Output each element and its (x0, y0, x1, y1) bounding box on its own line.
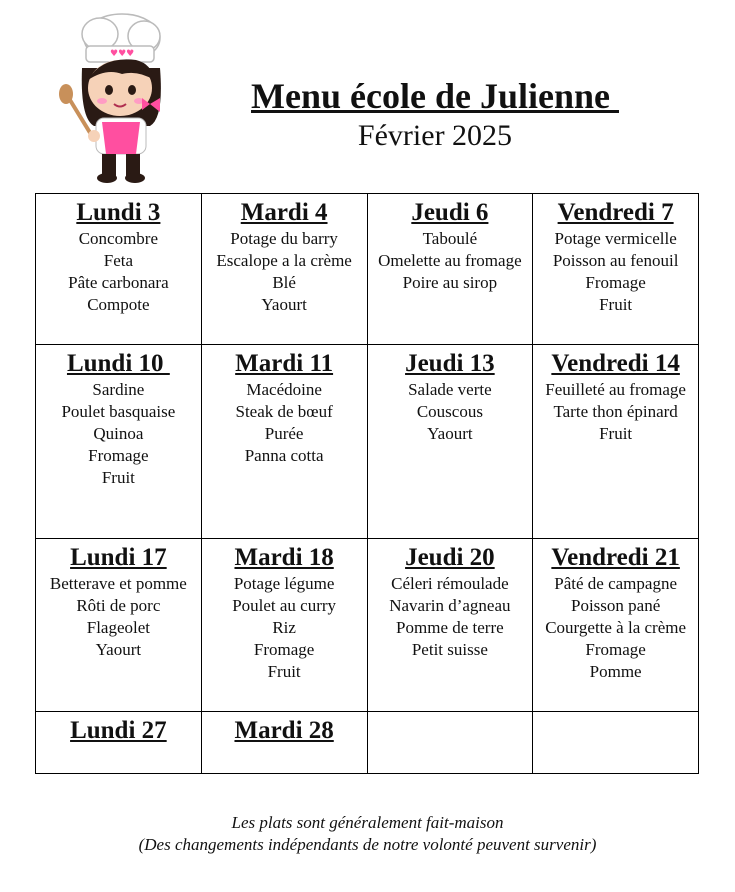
dish-item: Pomme de terre (396, 618, 504, 637)
day-cell (36, 712, 202, 774)
day-heading: Lundi 17 (70, 544, 167, 571)
day-cell (201, 345, 367, 539)
day-cell (533, 539, 699, 712)
day-cell (36, 345, 202, 539)
day-heading: Lundi 10 (66, 350, 170, 377)
week-row (36, 194, 699, 345)
dish-item: Céleri rémoulade (391, 574, 509, 593)
dish-item: Poulet basquaise (61, 402, 176, 421)
dish-item: Potage vermicelle (554, 229, 677, 248)
dish-item: Feuilleté au fromage (545, 380, 686, 399)
dish-item: Couscous (416, 402, 483, 421)
day-cell (36, 539, 202, 712)
chef-girl-icon (52, 8, 162, 184)
dish-item: Poire au sirop (402, 273, 498, 292)
dish-item: Fruit (599, 295, 633, 314)
menu-table (35, 193, 699, 774)
day-cell (201, 194, 367, 345)
page-subtitle: Février 2025 (357, 119, 513, 152)
day-cell (201, 539, 367, 712)
dish-item: Navarin d’agneau (389, 596, 511, 615)
day-cell (367, 539, 533, 712)
dish-item: Sardine (92, 380, 145, 399)
dish-item: Petit suisse (411, 640, 488, 659)
dish-item: Pomme (589, 662, 642, 681)
dish-item: Fromage (88, 446, 149, 465)
dish-item: Macédoine (246, 380, 322, 399)
dish-item: Yaourt (261, 295, 307, 314)
dish-item: Riz (272, 618, 296, 637)
day-heading: Mardi 4 (240, 199, 328, 226)
footer-line-2: (Des changements indépendants de notre volonté peuvent survenir) (138, 835, 597, 854)
dish-item: Panna cotta (244, 446, 324, 465)
dish-item: Feta (103, 251, 134, 270)
day-cell (533, 194, 699, 345)
dish-item: Yaourt (95, 640, 142, 659)
dish-item: Courgette à la crème (545, 618, 687, 637)
dish-item: Betterave et pomme (49, 574, 187, 593)
day-heading: Mardi 11 (235, 350, 334, 377)
day-heading: Vendredi 7 (557, 199, 674, 226)
dish-item: Poisson pané (571, 596, 661, 615)
day-cell (367, 194, 533, 345)
dish-item: Potage du barry (230, 229, 338, 248)
footer-line-1: Les plats sont généralement fait-maison (231, 813, 504, 832)
day-cell (36, 194, 202, 345)
dish-item: Purée (264, 424, 304, 443)
day-cell (367, 345, 533, 539)
day-cell (201, 712, 367, 774)
day-heading: Jeudi 6 (411, 199, 489, 226)
dish-item: Pâté de campagne (554, 574, 677, 593)
dish-item: Fruit (267, 662, 301, 681)
dish-item: Poulet au curry (232, 596, 337, 615)
day-heading: Mardi 28 (234, 717, 334, 744)
day-cell (533, 712, 699, 774)
dish-item: Quinoa (93, 424, 144, 443)
dish-item: Yaourt (427, 424, 473, 443)
dish-item: Blé (272, 273, 296, 292)
page-title: Menu école de Julienne (251, 76, 619, 116)
day-heading: Lundi 27 (70, 717, 167, 744)
day-heading: Vendredi 14 (551, 350, 680, 377)
footer-note (0, 812, 735, 856)
day-heading: Lundi 3 (76, 199, 161, 226)
week-row (36, 712, 699, 774)
dish-item: Fromage (253, 640, 315, 659)
dish-item: Flageolet (86, 618, 150, 637)
week-row (36, 539, 699, 712)
dish-item: Poisson au fenouil (552, 251, 679, 270)
dish-item: Potage légume (233, 574, 335, 593)
day-heading: Jeudi 20 (405, 544, 495, 571)
dish-item: Fromage (585, 273, 646, 292)
dish-item: Salade verte (408, 380, 492, 399)
week-row (36, 345, 699, 539)
dish-item: Concombre (78, 229, 159, 248)
dish-item: Tarte thon épinard (553, 402, 678, 421)
dish-item: Fromage (585, 640, 646, 659)
dish-item: Steak de bœuf (235, 402, 333, 421)
dish-item: Fruit (599, 424, 633, 443)
day-cell (533, 345, 699, 539)
svg-text:♥♥♥: ♥♥♥ (110, 49, 135, 59)
dish-item: Rôti de porc (76, 596, 161, 615)
day-cell (367, 712, 533, 774)
day-heading: Mardi 18 (234, 544, 334, 571)
day-heading: Vendredi 21 (551, 544, 680, 571)
dish-item: Omelette au fromage (378, 251, 522, 270)
dish-item: Taboulé (422, 229, 478, 248)
dish-item: Escalope a la crème (216, 251, 352, 270)
dish-item: Fruit (101, 468, 135, 487)
day-heading: Jeudi 13 (405, 350, 495, 377)
dish-item: Compote (87, 295, 150, 314)
dish-item: Pâte carbonara (68, 273, 169, 292)
